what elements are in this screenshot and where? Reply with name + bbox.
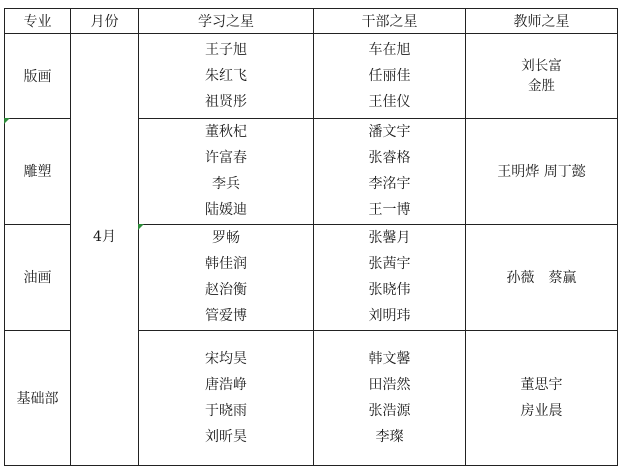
cadre-star-cell: [314, 224, 466, 330]
teacher-star-name: 刘长富: [521, 57, 562, 74]
study-star-name: 赵治衡: [205, 282, 247, 299]
study-star-name: 韩佳润: [205, 256, 247, 273]
table-row: [5, 34, 618, 119]
major-cell: 油画: [5, 224, 71, 330]
study-star-cell: [139, 224, 314, 330]
study-star-name: 于晓雨: [205, 402, 247, 419]
study-star-name: 许富春: [205, 150, 247, 167]
cadre-star-name: 任丽佳: [368, 67, 411, 84]
major-cell: [5, 118, 71, 224]
honor-table: [4, 8, 618, 466]
teacher-star-cell: [466, 330, 618, 465]
study-star-name: 董秋杞: [205, 124, 247, 141]
study-star-name: 李兵: [212, 176, 240, 193]
study-star-cell: [139, 118, 314, 224]
header-study-star: 学习之星: [139, 9, 314, 34]
header-major: 专业: [5, 9, 71, 34]
study-star-name: 陆媛迪: [205, 202, 247, 219]
cadre-star-name: 王佳仪: [368, 93, 411, 110]
month-value: 4月: [93, 228, 116, 245]
study-star-name: 朱红飞: [205, 67, 247, 84]
cadre-star-name: 田浩然: [368, 376, 411, 393]
cadre-star-name: 王一博: [368, 202, 411, 219]
cadre-star-name: 李璨: [375, 428, 404, 445]
header-cadre-star: 干部之星: [314, 9, 466, 34]
study-star-cell: [139, 330, 314, 465]
teacher-star-cell: [466, 118, 618, 224]
study-star-name: 管爱博: [205, 308, 247, 325]
study-star-name: 宋均昊: [205, 350, 247, 367]
teacher-star-name: 金胜: [528, 77, 555, 94]
study-star-name: 王子旭: [205, 41, 247, 58]
cadre-star-name: 张茜宇: [368, 256, 411, 273]
cadre-star-name: 张馨月: [368, 230, 411, 247]
cadre-star-cell: [314, 330, 466, 465]
cadre-star-name: 韩文馨: [368, 350, 411, 367]
month-cell: [71, 34, 139, 466]
cadre-star-name: 李洺宇: [368, 176, 411, 193]
study-star-name: 刘昕昊: [205, 428, 247, 445]
study-star-name: 祖贤彤: [205, 93, 247, 110]
study-star-cell: [139, 34, 314, 119]
teacher-star-cell: [466, 224, 618, 330]
cadre-star-name: 张睿格: [368, 150, 411, 167]
comment-marker: [4, 118, 10, 124]
major-cell: 基础部: [5, 330, 71, 465]
cadre-star-name: 刘明玮: [368, 308, 411, 325]
teacher-star-cell: [466, 34, 618, 119]
cadre-star-name: 潘文宇: [368, 124, 411, 141]
major-cell: 版画: [5, 34, 71, 119]
cadre-star-cell: [314, 34, 466, 119]
header-row: [5, 9, 618, 34]
teacher-star-name: 董思宇: [520, 376, 563, 393]
header-month: 月份: [71, 9, 139, 34]
cadre-star-name: 张晓伟: [368, 282, 411, 299]
cadre-star-name: 张浩源: [368, 402, 411, 419]
teacher-star-name: 孙薇 蔡赢: [506, 270, 577, 287]
study-star-name: 罗畅: [212, 230, 240, 247]
header-teacher-star: 教师之星: [466, 9, 618, 34]
major-label: 雕塑: [23, 164, 52, 181]
teacher-star-name: 王明烨 周丁懿: [497, 164, 586, 181]
cadre-star-name: 车在旭: [368, 41, 411, 58]
comment-marker: [138, 224, 144, 230]
teacher-star-name: 房业晨: [520, 402, 563, 419]
cadre-star-cell: [314, 118, 466, 224]
study-star-name: 唐浩峥: [205, 376, 247, 393]
